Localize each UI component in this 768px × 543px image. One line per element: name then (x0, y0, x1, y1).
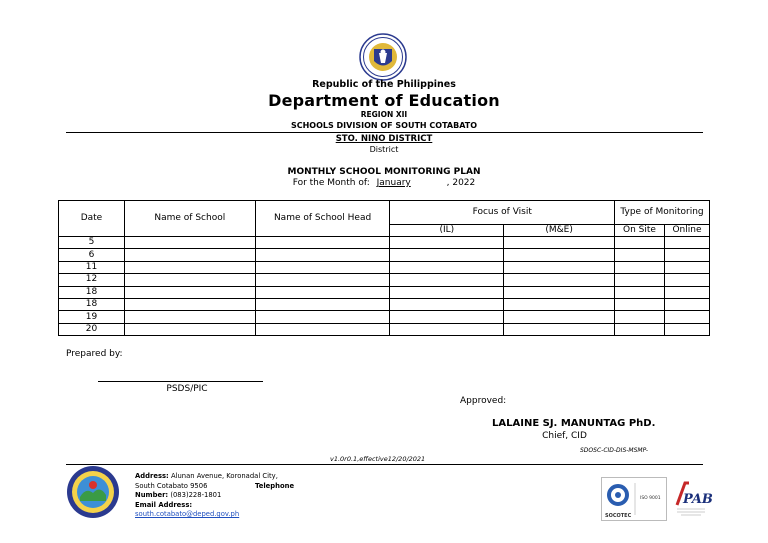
signature-line (98, 381, 263, 382)
me-cell[interactable] (504, 274, 615, 286)
district-label: District (369, 145, 399, 154)
il-cell[interactable] (390, 237, 504, 249)
month-line (0, 178, 768, 188)
address-line-1: Alunan Avenue, Koronadal City, (170, 472, 278, 480)
onsite-cell[interactable] (615, 261, 665, 273)
school-cell[interactable] (124, 311, 255, 323)
month-prefix: For the Month of: (292, 178, 370, 188)
region-text: REGION XII (360, 110, 408, 119)
school-head-cell[interactable] (255, 311, 390, 323)
onsite-cell[interactable] (615, 323, 665, 335)
onsite-cell[interactable] (615, 286, 665, 298)
deped-seal-logo (359, 33, 407, 81)
department-title: Department of Education (268, 91, 500, 110)
division-seal-logo (66, 465, 120, 519)
school-head-cell[interactable] (255, 261, 390, 273)
me-cell[interactable] (504, 311, 615, 323)
me-cell[interactable] (504, 323, 615, 335)
school-cell[interactable] (124, 298, 255, 310)
il-cell[interactable] (390, 274, 504, 286)
table-row (59, 311, 710, 323)
table-row (59, 323, 710, 335)
table-row (59, 237, 710, 249)
school-cell[interactable] (124, 237, 255, 249)
onsite-cell[interactable] (615, 249, 665, 261)
school-head-cell[interactable] (255, 323, 390, 335)
il-cell[interactable] (390, 286, 504, 298)
header-online: Online (664, 225, 709, 237)
header-divider (66, 132, 703, 133)
school-head-cell[interactable] (255, 298, 390, 310)
monitoring-plan-table (58, 200, 710, 336)
me-cell[interactable] (504, 261, 615, 273)
date-cell: 18 (59, 286, 125, 298)
chief-name: LALAINE SJ. MANUNTAG PhD. (492, 418, 656, 429)
school-cell[interactable] (124, 274, 255, 286)
header-focus: Focus of Visit (390, 201, 615, 225)
me-cell[interactable] (504, 286, 615, 298)
table-row (59, 274, 710, 286)
plan-title: MONTHLY SCHOOL MONITORING PLAN (287, 167, 481, 177)
socotec-text: SOCOTEC (605, 513, 632, 519)
telephone-label: Telephone (255, 481, 295, 490)
prepared-by-label: Prepared by: (66, 349, 123, 359)
table-row (59, 249, 710, 261)
number-label: Number: (135, 491, 169, 500)
header-date: Date (59, 201, 125, 237)
date-cell: 6 (59, 249, 125, 261)
il-cell[interactable] (390, 261, 504, 273)
online-cell[interactable] (664, 311, 709, 323)
email-label: Email Address: (135, 500, 193, 509)
il-cell[interactable] (390, 249, 504, 261)
header-type: Type of Monitoring (615, 201, 710, 225)
table-row (59, 286, 710, 298)
psds-label: PSDS/PIC (166, 384, 208, 394)
school-head-cell[interactable] (255, 286, 390, 298)
il-cell[interactable] (390, 311, 504, 323)
online-cell[interactable] (664, 323, 709, 335)
header-me: (M&E) (504, 225, 615, 237)
footer-divider (66, 464, 703, 465)
socotec-iso-logo (601, 477, 667, 521)
onsite-cell[interactable] (615, 237, 665, 249)
version-text: v1.0r0.1,effective12/20/2021 (330, 455, 426, 463)
date-cell: 20 (59, 323, 125, 335)
date-cell: 18 (59, 298, 125, 310)
document-code: SDOSC-CID-DIS-MSMP- (580, 447, 649, 454)
date-cell: 11 (59, 261, 125, 273)
me-cell[interactable] (504, 249, 615, 261)
il-cell[interactable] (390, 298, 504, 310)
onsite-cell[interactable] (615, 274, 665, 286)
school-cell[interactable] (124, 249, 255, 261)
school-head-cell[interactable] (255, 274, 390, 286)
header-onsite: On Site (615, 225, 665, 237)
onsite-cell[interactable] (615, 298, 665, 310)
chief-title: Chief, CID (542, 431, 587, 441)
address-label: Address: (135, 472, 169, 480)
header-school: Name of School (124, 201, 255, 237)
onsite-cell[interactable] (615, 311, 665, 323)
year-suffix: , 2022 (446, 178, 476, 188)
school-head-cell[interactable] (255, 249, 390, 261)
online-cell[interactable] (664, 249, 709, 261)
table-row (59, 261, 710, 273)
school-cell[interactable] (124, 286, 255, 298)
iso-text: ISO 9001 (640, 496, 661, 501)
date-cell: 12 (59, 274, 125, 286)
online-cell[interactable] (664, 286, 709, 298)
date-cell: 5 (59, 237, 125, 249)
table-row (59, 298, 710, 310)
month-value: January (376, 178, 411, 188)
me-cell[interactable] (504, 237, 615, 249)
online-cell[interactable] (664, 274, 709, 286)
online-cell[interactable] (664, 237, 709, 249)
pab-accreditation-logo (673, 477, 713, 521)
approved-label: Approved: (460, 396, 507, 406)
district-name-line (0, 134, 768, 144)
division-text: SCHOOLS DIVISION OF SOUTH COTABATO (290, 121, 478, 130)
footer-contact (135, 472, 335, 520)
online-cell[interactable] (664, 261, 709, 273)
date-cell: 19 (59, 311, 125, 323)
school-head-cell[interactable] (255, 237, 390, 249)
address-line-2: South Cotabato 9506 (135, 481, 208, 490)
il-cell[interactable] (390, 323, 504, 335)
school-cell[interactable] (124, 323, 255, 335)
republic-text: Republic of the Philippines (312, 79, 456, 90)
email-link[interactable]: south.cotabato@deped.gov.ph (135, 510, 240, 519)
pab-text: PAB (683, 492, 713, 507)
district-name: STO. NINO DISTRICT (335, 134, 433, 144)
online-cell[interactable] (664, 298, 709, 310)
school-cell[interactable] (124, 261, 255, 273)
phone-number: (083)228-1801 (170, 491, 222, 500)
me-cell[interactable] (504, 298, 615, 310)
header-school-head: Name of School Head (255, 201, 390, 237)
header-il: (IL) (390, 225, 504, 237)
